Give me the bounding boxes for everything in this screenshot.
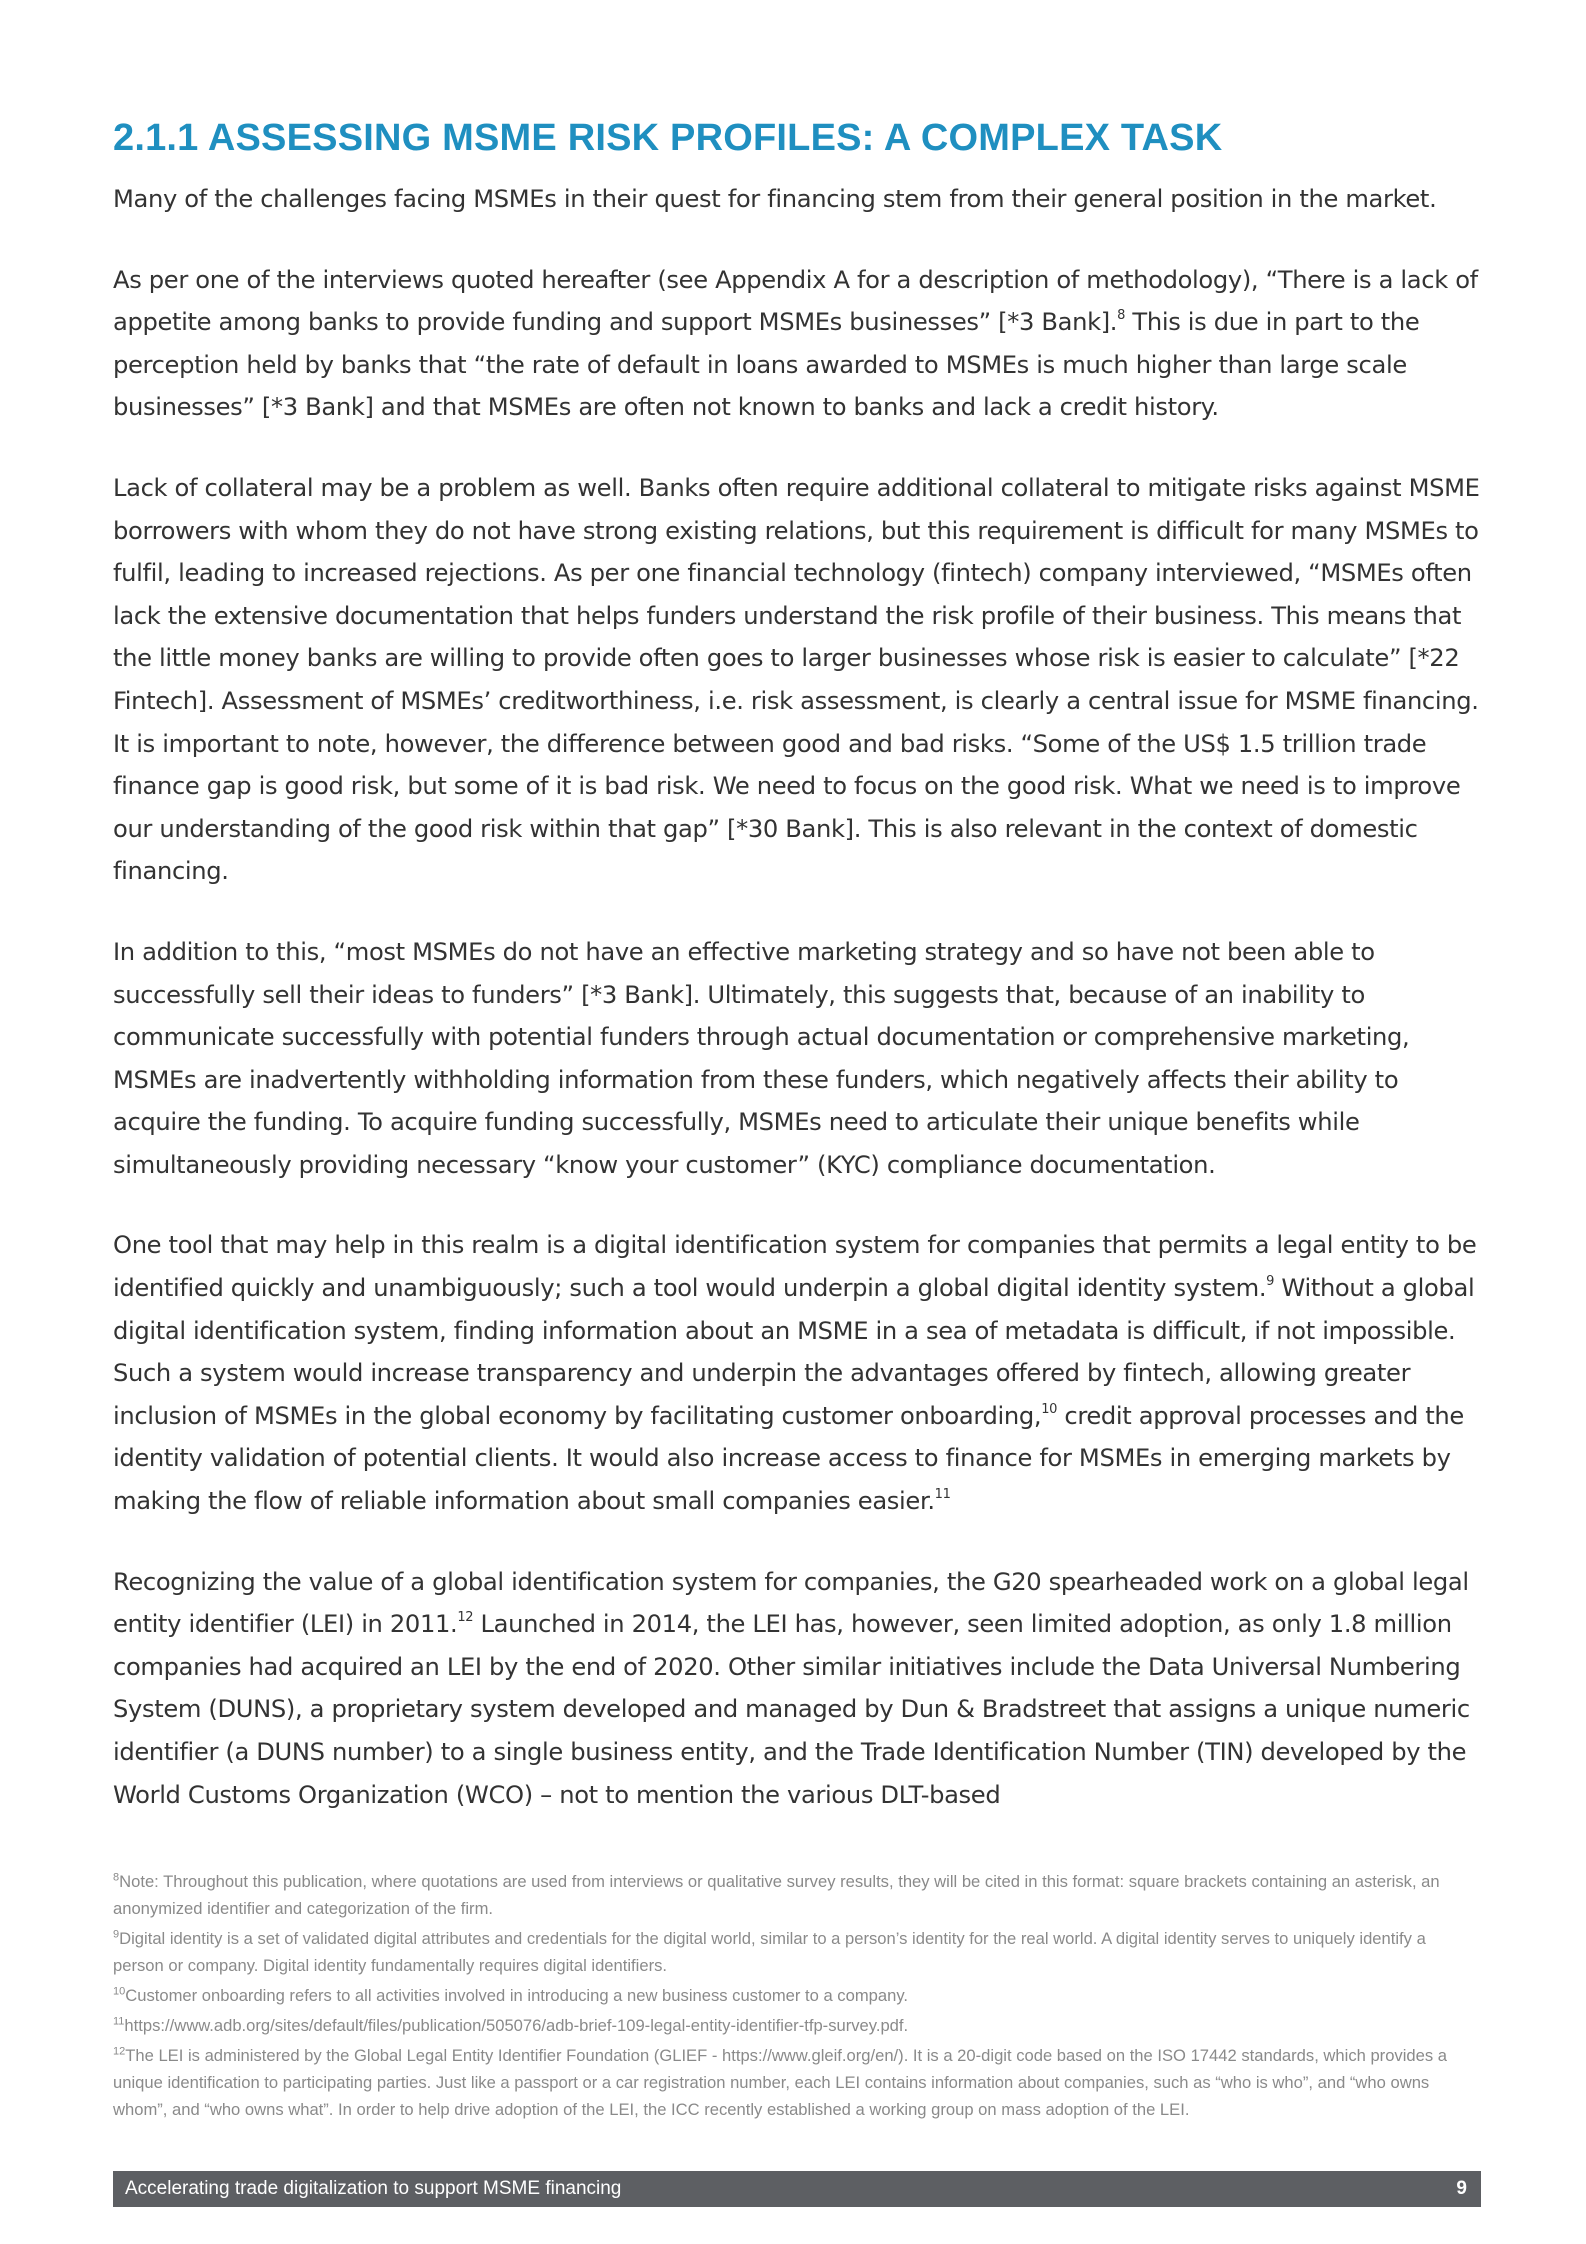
footnote-text: Customer onboarding refers to all activities involved in introducing a new business customer to a company. <box>125 1986 909 2005</box>
paragraph-5 <box>113 1224 1481 1522</box>
section-heading: 2.1.1 ASSESSING MSME RISK PROFILES: A COMPLEX TASK <box>113 117 1223 159</box>
footnote-10 <box>113 1982 1481 2009</box>
paragraph-text: In addition to this, “most MSMEs do not have an effective marketing strategy and so have not been able to successfully sell their ideas to funders” [*3 Bank]. Ultimately, this suggests that, because of an inability to communicate successfully with potential funders through actual documentation or comprehensive marketing, MSMEs are inadvertently withholding information from these funders, which negatively affects their ability to acquire the funding. To acquire funding successfully, MSMEs need to articulate their unique benefits while simultaneously providing necessary “know your customer” (KYC) compliance documentation. <box>113 937 1410 1179</box>
page-content <box>113 112 1481 1816</box>
page-number: 9 <box>1456 2178 1467 2199</box>
footnote-number: 10 <box>113 1985 126 1998</box>
footnote-number: 9 <box>113 1928 120 1941</box>
paragraph-text: Lack of collateral may be a problem as well. Banks often require additional collateral to mitigate risks against MSME borrowers with whom they do not have strong existing relations, but this requirement is difficult for many MSMEs to fulfil, leading to increased rejections. As per one financial technology (fintech) company interviewed, “MSMEs often lack the extensive documentation that helps funders understand the risk profile of their business. This means that the little money banks are willing to provide often goes to larger businesses whose risk is easier to calculate” [*22 Fintech]. Assessment of MSMEs’ creditworthiness, i.e. risk assessment, is clearly a central issue for MSME financing. It is important to note, however, the difference between good and bad risks. “Some of the US$ 1.5 trillion trade finance gap is good risk, but some of it is bad risk. We need to focus on the good risk. What we need is to improve our understanding of the good risk within that gap” [*30 Bank]. This is also relevant in the context of domestic financing. <box>113 473 1480 886</box>
footnote-text: The LEI is administered by the Global Legal Entity Identifier Foundation (GLIEF - https://www.gleif.org/en/). It is a 20-digit code based on the ISO 17442 standards, which provides a unique identification to participating parties. Just like a passport or a car registration number, each LEI contains information about companies, such as “who is who”, and “who owns whom”, and “who owns what”. In order to help drive adoption of the LEI, the ICC recently established a working group on mass adoption of the LEI. <box>113 2046 1448 2119</box>
footnotes <box>113 1868 1481 2126</box>
footer-title: Accelerating trade digitalization to support MSME financing <box>125 2178 622 2199</box>
page-footer <box>113 2171 1481 2207</box>
footnote-text: Digital identity is a set of validated digital attributes and credentials for the digital world, similar to a person’s identity for the real world. A digital identity serves to uniquely identify a person or company. Digital identity fundamentally requires digital identifiers. <box>113 1929 1426 1975</box>
footnote-12 <box>113 2042 1481 2123</box>
paragraph-1 <box>113 178 1481 221</box>
paragraph-6 <box>113 1561 1481 1817</box>
footnote-ref-11[interactable]: 11 <box>934 1486 951 1502</box>
footnote-ref-10[interactable]: 10 <box>1041 1401 1058 1417</box>
footnote-number: 11 <box>113 2015 125 2028</box>
paragraph-text: This is due in part to the perception held by banks that “the rate of default in loans awarded to MSMEs is much higher than large scale businesses” [*3 Bank] and that MSMEs are often not known to banks and lack a credit history. <box>113 308 1420 422</box>
footnote-11 <box>113 2012 1481 2039</box>
footnote-number: 8 <box>113 1871 120 1884</box>
footnote-link[interactable]: https://www.adb.org/sites/default/files/publication/505076/adb-brief-109-legal-entity-identifier-tfp-survey.pdf. <box>124 2016 909 2035</box>
footnote-ref-8[interactable]: 8 <box>1117 308 1126 324</box>
footnote-9 <box>113 1925 1481 1979</box>
body-text <box>113 178 1481 1816</box>
paragraph-text: Recognizing the value of a global identification system for companies, the G20 spearheaded work on a global legal entity identifier (LEI) in 2011. <box>113 1567 1469 1639</box>
paragraph-4 <box>113 931 1481 1187</box>
footnote-number: 12 <box>113 2045 126 2058</box>
paragraph-text: Launched in 2014, the LEI has, however, seen limited adoption, as only 1.8 million companies had acquired an LEI by the end of 2020. Other similar initiatives include the Data Universal Numbering System (DUNS), a proprietary system developed and managed by Dun & Bradstreet that assigns a unique numeric identifier (a DUNS number) to a single business entity, and the Trade Identification Number (TIN) developed by the World Customs Organization (WCO) – not to mention the various DLT-based <box>113 1610 1470 1809</box>
paragraph-text: credit approval processes and the identity validation of potential clients. It would also increase access to finance for MSMEs in emerging markets by making the flow of reliable information about small companies easier. <box>113 1401 1464 1516</box>
footnote-text: Note: Throughout this publication, where quotations are used from interviews or qualitative survey results, they will be cited in this format: square brackets containing an asterisk, an anonymized identifier and categorization of the firm. <box>113 1872 1440 1918</box>
paragraph-3 <box>113 467 1481 893</box>
footnote-ref-9[interactable]: 9 <box>1266 1274 1275 1289</box>
paragraph-text: One tool that may help in this realm is a digital identification system for companies that permits a legal entity to be identified quickly and unambiguously; such a tool would underpin a global digital identity system. <box>113 1231 1477 1303</box>
paragraph-text: Without a global digital identification system, finding information about an MSME in a sea of metadata is difficult, if not impossible. Such a system would increase transparency and underpin the advantages offered by fintech, allowing greater inclusion of MSMEs in the global economy by facilitating customer onboarding, <box>113 1274 1475 1430</box>
paragraph-text: As per one of the interviews quoted hereafter (see Appendix A for a description of methodology), “There is a lack of appetite among banks to provide funding and support MSMEs businesses” [*3 Bank]. <box>113 265 1478 337</box>
footnote-8 <box>113 1868 1481 1922</box>
paragraph-text: Many of the challenges facing MSMEs in their quest for financing stem from their general position in the market. <box>113 185 1437 213</box>
footnote-ref-12[interactable]: 12 <box>457 1610 474 1626</box>
paragraph-2 <box>113 259 1481 429</box>
